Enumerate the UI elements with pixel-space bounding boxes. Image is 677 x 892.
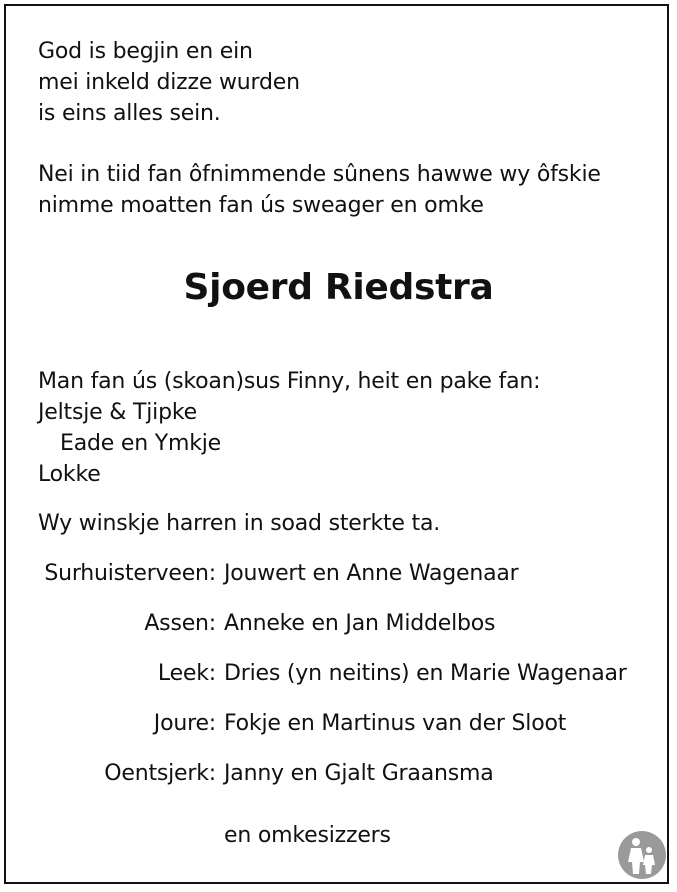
intro-line-2: nimme moatten fan ús sweager en omke (38, 193, 484, 218)
poem-line-3: is eins alles sein. (38, 101, 221, 126)
poem-line-2: mei inkeld dizze wurden (38, 70, 300, 95)
relation-child-3: Lokke (38, 462, 101, 487)
relation-line-1: Man fan ús (skoan)sus Finny, heit en pake fan: (38, 369, 541, 394)
family-names-4: Fokje en Martinus van der Sloot (224, 711, 567, 736)
family-names-2: Anneke en Jan Middelbos (224, 611, 496, 636)
deceased-name: Sjoerd Riedstra (183, 267, 494, 308)
family-place-4: Joure: (153, 711, 216, 736)
family-place-1: Surhuisterveen: (44, 561, 216, 586)
memorial-figures-icon (617, 830, 667, 880)
wish-line: Wy winskje harren in soad sterkte ta. (38, 511, 441, 536)
family-names-3: Dries (yn neitins) en Marie Wagenaar (224, 661, 627, 686)
family-place-3: Leek: (157, 661, 216, 686)
poem-line-1: God is begjin en ein (38, 39, 253, 64)
family-names-1: Jouwert en Anne Wagenaar (224, 561, 519, 586)
closing-line: en omkesizzers (224, 823, 391, 848)
intro-line-1: Nei in tiid fan ôfnimmende sûnens hawwe wy ôfskie (38, 162, 601, 187)
family-place-2: Assen: (144, 611, 216, 636)
family-place-5: Oentsjerk: (104, 761, 216, 786)
family-names-5: Janny en Gjalt Graansma (224, 761, 494, 786)
relation-child-2: Eade en Ymkje (60, 431, 222, 456)
relation-child-1: Jeltsje & Tjipke (38, 400, 197, 425)
